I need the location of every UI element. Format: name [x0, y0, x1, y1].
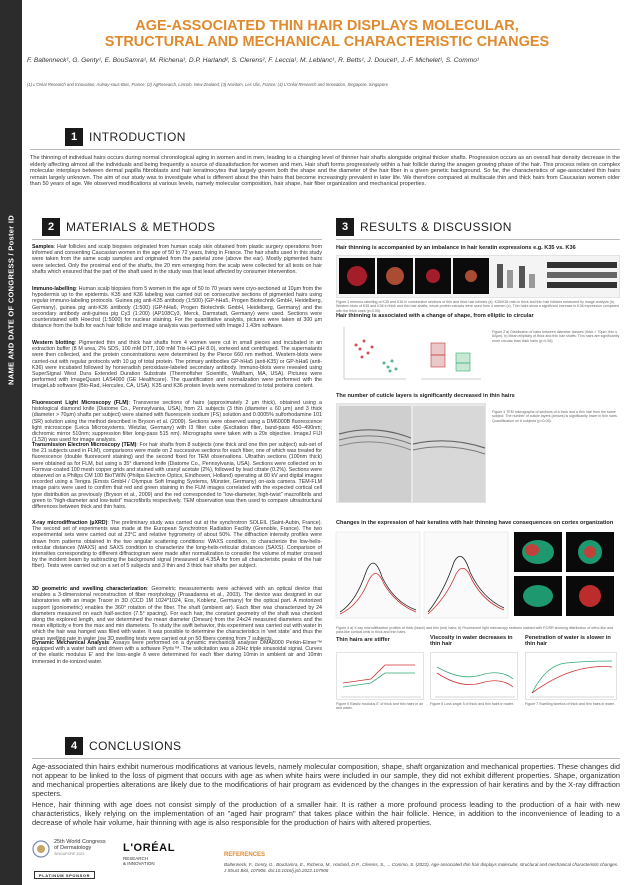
method-western-blotting: Western blotting: Pigmented thin and thick hair shafts from 4 women were cut in small pieces and incubated in an extraction buffer (8 M urea, 2% SDS, 100 mM DTT, 100 mM Tris-HCl pH 8.0), vortexed and centrifuged. The supernatants were then collected, and the protein concentrations were determined by the Pierce 660 nm method. Western-blots were carried-out with regular protocols with 10 µg of total protein. The primary antibodies GP-hHa5 (anti-K35) or GP-hHa6 (anti-K36) were incubated followed by horseradish peroxidase-labeled secondary antibody. Immuno-blots were revealed using SuperSignal West Dura Extended Duration Substrate (Thermofisher Scientific, Waltham, MA, USA). Pictures were performed with ImageQuant LAS4000 (GE Healthcare). The quantification and normalization were performed with the ImageLab software (Bio-Rad, Hercules, CA, USA). K35 and K36 protein levels were normalized to total proteins content.	[32, 340, 322, 390]
title-line-1: AGE-ASSOCIATED THIN HAIR DISPLAYS MOLECULAR,	[135, 18, 519, 34]
section-results-header	[336, 218, 512, 236]
section-number: 3	[336, 218, 354, 236]
method-xrd: X-ray microdiffraction (µXRD): The preliminary study was carried out at the synchrotron SOLEIL (Saint-Aubin, France). The second set of experiments was made at the European Synchrotron Radiation Facility (Grenoble, France). The two experimental sets were carried out at 23°C and relative hygrometry of about 50%. The diffraction intensity profiles were drawn from patterns obtained in the two angular scattering conditions: WAXS condition, to characterize the low-helix-reticular distances (WAXS) and SAXS condition to characterize the long-helix-reticular distances (SAXS). Comparison of intensities corresponding to different diffractogram were made after normalization to consider the volume of matter crossed by the incident beam by subtracting the background signal (measured at 4.35Å for from all characteristic peaks of the hair fiber). Tests were carried out on a set of 5 subjects and 3 thin and 3 thick hair shafts per subject.	[32, 520, 322, 570]
penetration-curves	[526, 653, 618, 701]
method-dma: Dynamic Mechanical Analysis: Assays were performed on a dynamic mechanical analyser DMA8000 Perkin-Elmer™ equipped with a water bath and driven with a software Pyris™. The solicitation was a 20Hz triple sinusoidal signal. Curves of the elastic modulus E' and the loss-angle δ were determined for each fiber during 10min in ambient air and 10min immersed in de-ionized water.	[32, 640, 322, 665]
loreal-logo	[123, 842, 193, 882]
congress-logo	[32, 838, 112, 882]
figure-1-caption: Figure 1 Immuno-labelling of K35 and K36 in consecutive sections of thin and thick hair follicles (a). K35/K36 ratio in thick and thin hair follicles measured by image analysis (b). Western blots of K35 and K36 in thick and thin hair shafts; whole protein extracts were used from 4 women (c). Thin hairs show a significant increase in K36 expression compared with the thick ones (p<0.05).	[336, 300, 619, 313]
affiliations: (1) L'Oréal Research and Innovation, Aulnay-sous-Bois, France; (2) AgResearch, Lincoln, New-Zealand; (3) Novitom, Les Ulis, France; (4) L'Oréal Research and Innovation, Singapore, Singapore	[27, 82, 388, 87]
congress-side-band	[0, 0, 22, 885]
section-conclusions-header	[65, 737, 181, 755]
author-list: F. Baltenneck¹, G. Genty¹, E. BouSamra¹, M. Richena¹, D.P. Harland², S. Clerens², F. Leccia¹, M. Leblanc¹, R. Betts¹, J. Doucet¹, J.-F. Michelet¹, S. Commo¹	[27, 57, 480, 64]
result-1-heading: Hair thinning is accompanied by an imbalance in hair keratin expressions e.g. K35 vs. K36	[336, 245, 576, 251]
tem-micrograph-panels	[337, 404, 487, 504]
platinum-sponsor-badge: PLATINUM SPONSOR	[34, 871, 95, 879]
congress-name-line-1: 25th World Congress	[54, 839, 106, 845]
figure-7-caption: Figure 7 Swelling kinetics of thick and thin hairs in water.	[525, 702, 615, 706]
introduction-text: The thinning of individual hairs occurs during normal chronological aging in women and in men, leading to a changing level of thinner hair shafts alongside original thicker shafts. Progression occurs as an overall hair density decrease in the elderly affecting almost all the individuals and being frequently a source of dissatisfaction for women and men. Hair shaft forms progressively within a hair follicle during the anagen growing phase of the hair. This process relies on complex molecular interplays between dermal papilla fibroblasts and hair keratinocytes that largely govern both the shape and the diameter of the hair fiber in a given genetic background. So far, the characteristics of age-associated thin hairs remain largely unknown. The aim of our study was to investigate what is different about the thin hairs that become increasingly prevalent in later life. We therefore compared at multiscale thin and thick hairs from Caucasian women older than 50 years of age. We observed modifications at various levels, namely molecular composition, hair shape, hair fiber organization and mechanical properties.	[30, 155, 620, 188]
figure-2-caption: Figure 2 a) Distribution of hairs between diameter classes (thick > 70µm; thin ≤ 60µm). b) Mean ellipticity of thick and thin hair shafts. Thin hairs are significantly more circular than thick hairs (p<0.05).	[492, 330, 620, 343]
immunolabelling-panels	[337, 256, 621, 299]
method-flm: Fluorescent Light Microscopy (FLM): Transverse sections of hairs (approximately 2 µm thick), obtained using a histological diamond knife (Diatome Co., Pennsylvania, USA), from 21 subjects (3 thin (diameter ≤ 60 µm) and 3 thick (diameter > 70µm) shafts per subject) were stained with fluorescein sodium (FS) solution and 0.0005% sulforhodamine 101 (SR) solution using the method described in Bryson et al. (2009). Sections were observed using a DM6000B fluorescence light microscope (Leica Microsystems, Wetzlar, Germany) with I3 filter cube (Excitation filter, band-pass 450–490nm; dichromic mirror 510nm; suppression filter long-pass 515 nm). Micrographs were taken with a 20x objective. ImageJ FIJI (1.52i) was used for image analysis.	[32, 400, 322, 444]
result-4-heading: Changes in the expression of hair keratins with hair thinning have consequences on cortex organization	[336, 520, 614, 526]
figure-4-caption: Figure 4 a) X-ray microdiffraction profiles of thick (black) and thin (red) hairs; b) Fluorescent light microscopy sections stained with FS/SR showing distribution of ortho-like and para-like cortical cells in thick and thin hairs.	[336, 626, 613, 635]
method-samples: Samples: Hair follicles and scalp biopsies originated from human scalp skin obtained from plastic surgery operations from informed and consenting Caucasian women in the age of 50 to 72 years, living in France. The hair shafts used in this study were taken from the same scalp samples and originated from the parietal zone (above the ear). Mostly pigmented hairs were selected. Only the proximal end of the shafts, the 20 mm emerging from the scalp were collected for all tests on hair shafts which ensured that the part of the shaft used in the study was that least affected by consumer intervention.	[32, 244, 322, 275]
figure-6-viscosity-chart	[430, 652, 518, 700]
congress-name	[54, 839, 106, 857]
congress-name-line-2: of Dermatology	[54, 845, 92, 851]
shape-distribution-chart	[336, 323, 486, 385]
figure-2-shape-charts	[336, 323, 486, 385]
section-title: INTRODUCTION	[89, 130, 186, 144]
congress-emblem-icon	[32, 840, 50, 858]
result-3-heading: The number of cuticle layers is significantly decreased in thin hairs	[336, 393, 515, 399]
method-3d-geometry: 3D geometric and swelling characterization: Geometric measurements were achieved with an optical device that enables a 3-dimensional reconstruction of fiber morphology (Prasadanna et al., 2003). The device was designed in our laboratories with an image Tracer in 3D (CCD 1M 1024*1024, Eos, Koblenz, Germany) for the optical part. A motorized support (goniometric) enables the 360° rotation of the fiber. The shaft (ambient air). Each fiber was characterized by 24 diameters measured on each half-section (7.5° spacing). For each hair, the constant geometry of the shaft was checked along the explored length, and we determined the mean diameter (Dmean) from the 24x24 measured diameters and the mean ellipticity e from the max and min diameters. To study the swift behavior, this experiment was carried out with water in which the hair was hanged was filled with water. It was possible to determine the characteristics in 'wet state' and thus the mean swelling rate in water (sw 3D swelling tests were carried out on 50 fibers coming from 7 subjects.	[32, 586, 322, 642]
section-methods-header	[42, 218, 215, 236]
figure-5-stiffness-chart	[336, 652, 424, 700]
loreal-sub-1: RESEARCH	[123, 856, 149, 861]
figure-3-tem-micrographs	[336, 403, 486, 503]
section-divider	[30, 149, 620, 150]
section-number: 2	[42, 218, 60, 236]
section-divider	[32, 239, 322, 240]
method-immuno-labelling: Immuno-labelling: Human scalp biopsies from 5 women in the age of 50 to 70 years were cryo-sectioned at 10µm from the hypodermis up to the epidermis. K35 and K36 labeling was carried out on consecutive sections of pigmented hairs using regular immuno-labeling protocols. Guinea pig anti-K35 antibody (1:500) (GP-hHa5, Progen Biotechnik GmbH, Heidelberg, Germany), guinea pig anti-K36 antibody (1:500) (GP-hHa6, Progen Biotechnik GmbH, Heidelberg, Germany) and the secondary antibody anti-guinea pig Cy3 (1:200) (AP108Cy3, Merck, Darmstadt, Germany) were used. Sections were counterstained with Hoechst (1:5000) for nuclear staining. For the quantitative analysis, pictures were taken at 300 µm distance from the bulb for each hair follicle and image analysis was performed with ImageJ 1.43m software.	[32, 286, 322, 330]
section-divider	[32, 758, 620, 759]
result-2-heading: Hair thinning is associated with a change of shape, from elliptic to circular	[336, 313, 534, 319]
xrd-profiles-and-flm	[336, 532, 620, 624]
references-text: Baltenneck, F., Genty, G., BouSamra, E., Richena, M., Harland, D.P., Clerens, S., ... Commo, S. (2022). Age-associated thin hair displays molecular, structural and mechanical characteristic changes. J Struct Biol, 107906. doi:10.1016/j.jsb.2022.107906	[224, 862, 619, 873]
stiffness-curves	[337, 653, 425, 701]
result-5c-heading: Penetration of water is slower in thin hair	[525, 635, 611, 647]
title-line-2: STRUCTURAL AND MECHANICAL CHARACTERISTIC CHANGES	[104, 34, 550, 50]
loreal-sub-2: & INNOVATION	[123, 861, 155, 866]
figure-6-caption: Figure 6 Loss angle δ of thick and thin hairs in water.	[430, 702, 514, 706]
result-5a-heading: Thin hairs are stiffer	[336, 637, 390, 643]
conclusion-paragraph-1: Age-associated thin hairs exhibit numerous modifications at various levels, namely molecular composition, shape, shaft organization and mechanical properties. These changes did not appear to be linked to the loss of pigment that occurs with age as when white hairs were included in our sample, they did not exhibit different properties. Shape, organization and mechanical properties alterations are likely due to the modifications of hair program as evidenced by the changes in the expression of hair keratins and by the X-ray diffraction specters.	[32, 762, 620, 798]
figure-1-immunolabelling	[336, 255, 620, 298]
method-tem: Transmission Electron Microscopy (TEM): For hair shafts from 8 subjects (one thick and one thin per subject) sub-set of the 21 subjects used in FLM), comparisons were made on 2 successive sections for each fiber, one of which was treated for fluorescence (double fluorescent staining) and the second fixed for TEM observations. Ultrathin sections (100nm thick) were obtained as for FLM, but using a 35° diamond knife (Diatome Co., Pennsylvania, USA). Sections were collected on to Formvar-coated 100 mesh copper grids and stained with uranyl acetate (2%), followed by lead citrate (0.2%). Sections were observed on a Philips CM 100 BioTWIN (Philips Electron Optics, Eindhoven, Holland) operating at 80 kV and digital images recorded using a Tengra (Emsis GmbH / Olympus Soft Imaging Systems, Münster, Germany) on-axis camera. TEM-FLM image pairs were used to confirm that red and green staining in the FLM images correlated with the expected cortical cell type distribution as previously (Bryson et al., 2009) and the red corresponded to "low-diameter, high-twist" macrofibrils and green to "high-diameter and low-twist" macrofibrils respectively. TEM observation was then used to compare ultrastructural differences between thick and thin hairs.	[32, 442, 323, 511]
result-5b-heading: Viscosity in water decreases in thin hair	[430, 635, 513, 647]
section-divider	[336, 239, 620, 240]
figure-5-caption: Figure 5 Elastic modulus E' of thick and thin hairs in air and water.	[336, 702, 424, 711]
congress-location: SINGAPORE 2023	[54, 852, 85, 856]
references-title: REFERENCES	[224, 852, 266, 858]
section-number: 4	[65, 737, 83, 755]
section-introduction-header	[65, 128, 186, 146]
figure-3-caption: Figure 3 TEM micrographs of sections of a thick and a thin hair from the same subject. The number of cuticle layers (arrows) is significantly lower in thin hairs. Quantification on 8 subjects (p<0.05).	[492, 410, 618, 423]
viscosity-curves	[431, 653, 519, 701]
congress-poster-id: NAME AND DATE OF CONGRESS / Poster ID	[6, 215, 16, 385]
figure-4-xrd-flm	[336, 532, 620, 624]
section-title: CONCLUSIONS	[89, 739, 182, 753]
poster-header	[22, 0, 627, 108]
loreal-brand: L'ORÉAL	[123, 842, 176, 854]
figure-7-penetration-chart	[525, 652, 617, 700]
conclusion-paragraph-2: Hence, hair thinning with age does not consist simply of the production of a smaller hair. It is rather a more profound process leading to the production of a hair with new characteristics, likely relying on the implementation of an "aged hair program" that takes place within the hair follicle. Hence, in addition to the inconvenience of leading to a decrease of whole hair volume, hair thinning with age is also responsible for the production of hairs with altered properties.	[32, 800, 620, 827]
section-title: MATERIALS & METHODS	[66, 220, 216, 234]
section-number: 1	[65, 128, 83, 146]
poster-title	[27, 18, 627, 50]
section-title: RESULTS & DISCUSSION	[360, 220, 512, 234]
